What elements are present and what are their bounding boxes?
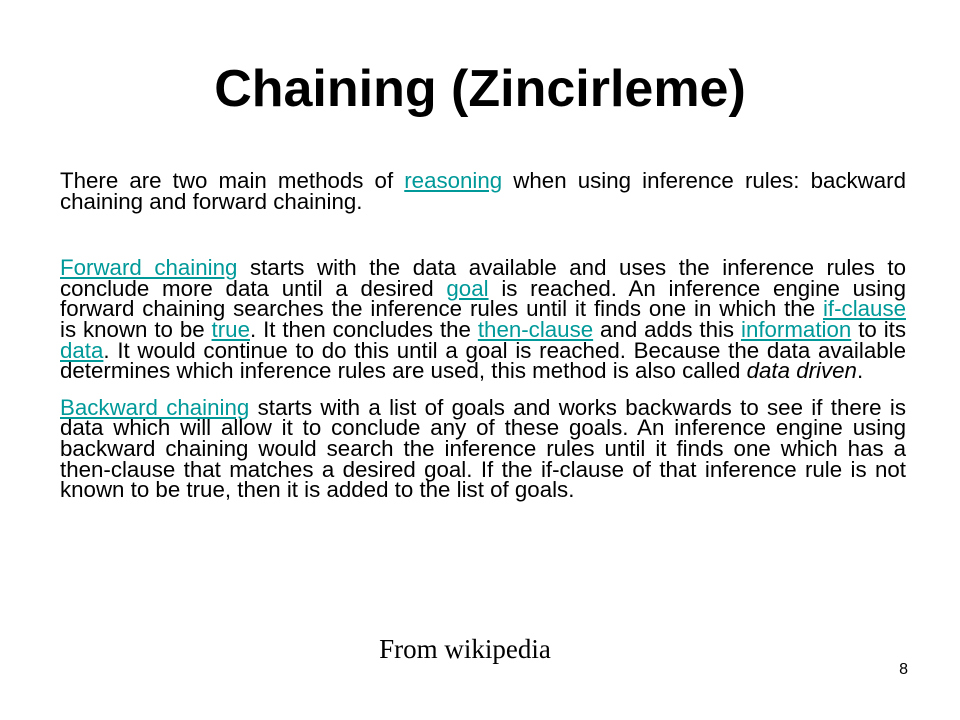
link-goal[interactable]: goal [446,275,489,301]
text-span: There are two main methods of [60,168,405,193]
text-span: starts with a list of goals and works backwards to see if there is data which will allow it to conclude any of these goals. An inference engine using backward chaining would search the inference rules until it finds one which has a then-clause that matches a desired goal. If the if-clause of that inference rule is not known to be true, then it is added to the list of goals. [60,394,907,503]
page-number: 8 [899,661,908,678]
emphasis-data-driven: data driven [746,358,857,384]
text-span: when using inference rules: backward chaining and forward chaining. [60,168,906,214]
text-span: . It would continue to do this until a goal is reached. Because the data available determines which inference rules are used, this method is also called [60,337,906,384]
text-span: to its [851,316,906,342]
link-backward-chaining[interactable]: Backward chaining [60,394,250,420]
slide-body [60,168,907,503]
text-span: and adds this [593,316,741,342]
backward-chaining-paragraph [60,394,907,503]
intro-paragraph [60,168,906,214]
link-forward-chaining[interactable]: Forward chaining [60,255,238,281]
text-span: is known to be [60,316,212,342]
link-then-clause[interactable]: then-clause [477,316,594,342]
text-span: . [856,358,864,384]
link-information[interactable]: information [740,316,852,342]
slide-title: Chaining (Zincirleme) [214,60,746,118]
link-if-clause[interactable]: if-clause [822,296,906,322]
text-span: is reached. An inference engine using forward chaining searches the inference rules until it finds one in which the [60,275,906,322]
text-span: starts with the data available and uses the inference rules to conclude more data until a desired [60,255,906,301]
link-true[interactable]: true [211,316,250,342]
link-reasoning[interactable]: reasoning [404,168,503,193]
source-attribution: From wikipedia [379,634,551,664]
text-span: . It then concludes the [249,316,478,342]
forward-chaining-paragraph [60,255,906,384]
link-data[interactable]: data [60,337,104,363]
